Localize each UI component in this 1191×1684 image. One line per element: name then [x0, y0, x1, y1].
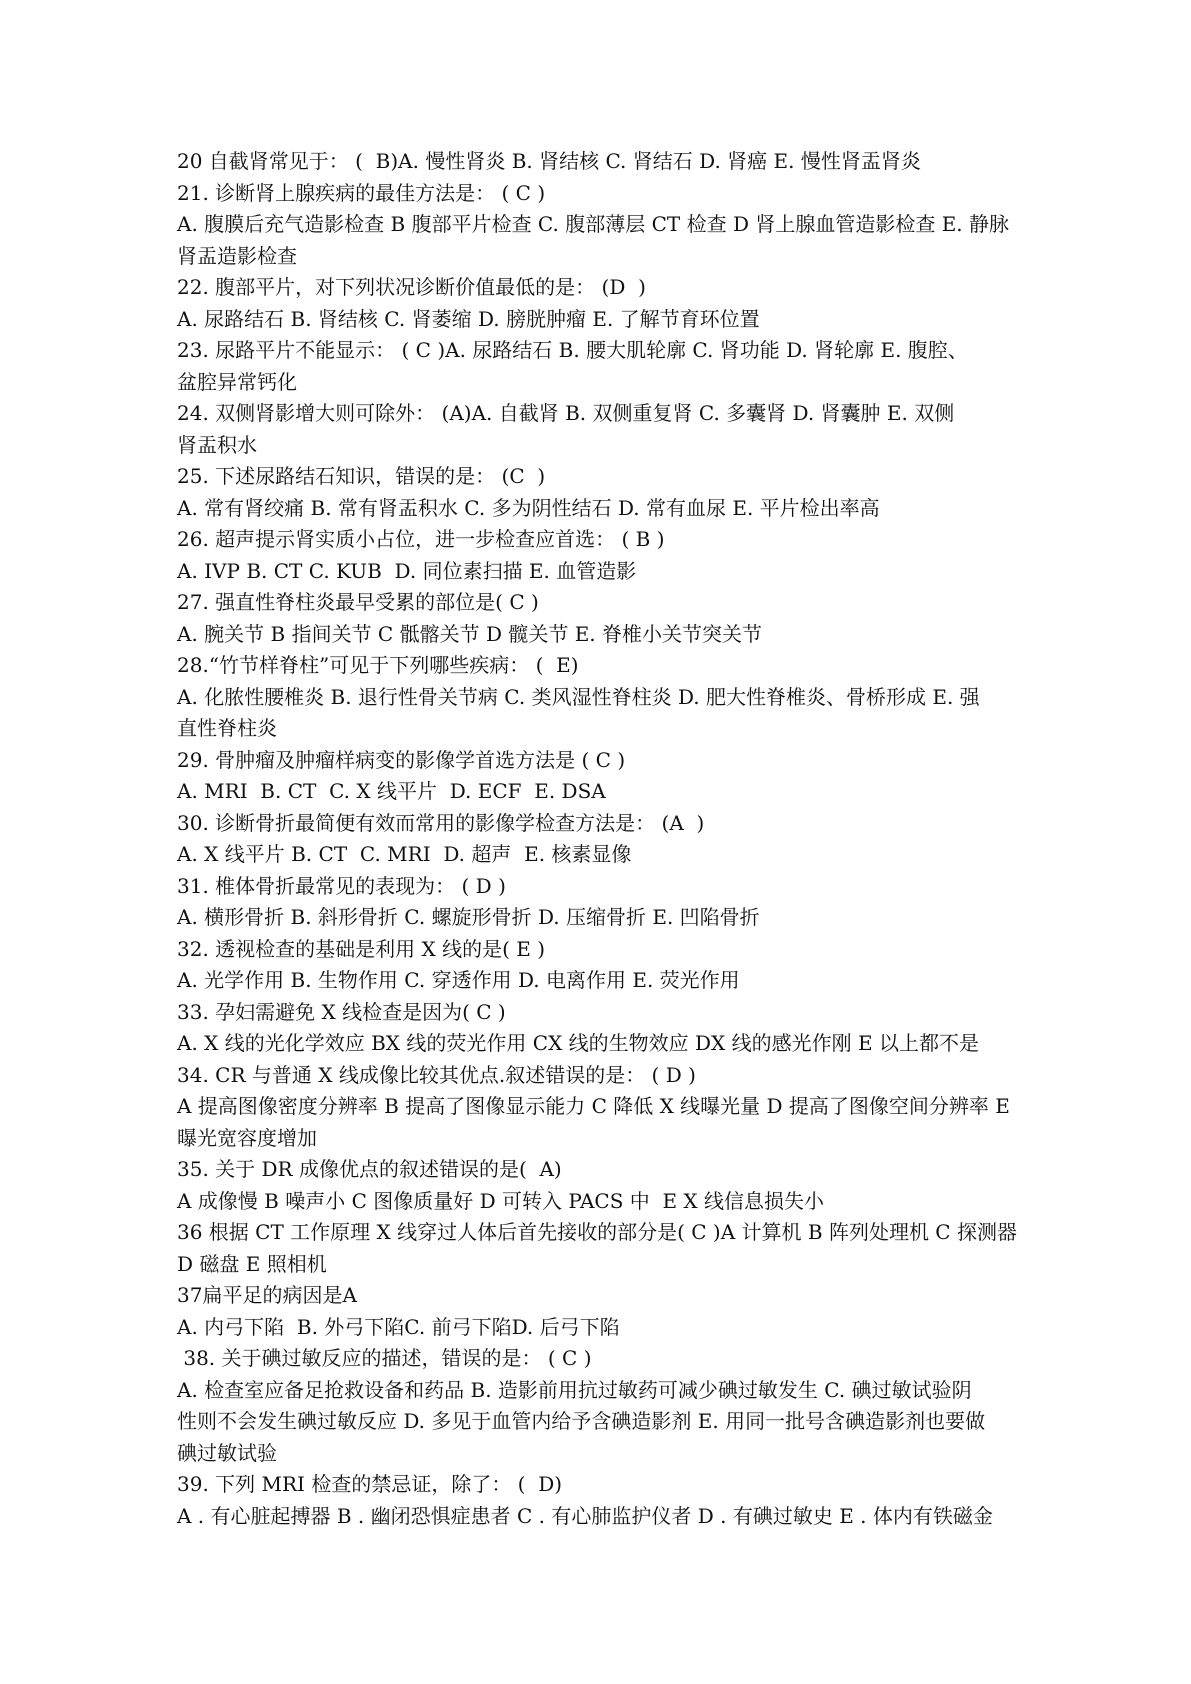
text-line: A. 检查室应备足抢救设备和药品 B. 造影前用抗过敏药可减少碘过敏发生 C. 碘过敏试验阴 [177, 1377, 972, 1402]
text-line: 23. 尿路平片不能显示： ( C )A. 尿路结石 B. 腰大肌轮廓 C. 肾功能 D. 肾轮廓 E. 腹腔、 [177, 338, 968, 362]
text-line: A. 光学作用 B. 生物作用 C. 穿透作用 D. 电离作用 E. 荧光作用 [177, 968, 740, 992]
text-line: 31. 椎体骨折最常见的表现为： ( D ) [177, 873, 506, 898]
text-line: 29. 骨肿瘤及肿瘤样病变的影像学首选方法是 ( C ) [177, 747, 626, 772]
text-line: 21. 诊断肾上腺疾病的最佳方法是： ( C ) [177, 180, 546, 205]
text-line: 性则不会发生碘过敏反应 D. 多见于血管内给予含碘造影剂 E. 用同一批号含碘造影剂也要做 [177, 1409, 986, 1433]
text-line: A 成像慢 B 噪声小 C 图像质量好 D 可转入 PACS 中 E X 线信息损失小 [177, 1188, 825, 1213]
text-line: 28.“竹节样脊柱”可见于下列哪些疾病： ( E) [177, 653, 579, 677]
text-line: D 磁盘 E 照相机 [177, 1251, 327, 1276]
text-line: A. IVP B. CT C. KUB D. 同位素扫描 E. 血管造影 [177, 558, 637, 583]
text-line: 39. 下列 MRI 检查的禁忌证，除了： ( D) [177, 1472, 563, 1496]
text-line: A. 腕关节 B 指间关节 C 骶髂关节 D 髋关节 E. 脊椎小关节突关节 [177, 621, 763, 646]
text-line: A. 腹膜后充气造影检查 B 腹部平片检查 C. 腹部薄层 CT 检查 D 肾上腺血管造影检查 E. 静脉 [177, 212, 1010, 236]
text-line: A. 内弓下陷 B. 外弓下陷C. 前弓下陷D. 后弓下陷 [177, 1314, 620, 1339]
text-line: 25. 下述尿路结石知识，错误的是： (C ) [177, 464, 546, 488]
text-line: 肾盂造影检查 [177, 243, 297, 268]
text-line: A. 尿路结石 B. 肾结核 C. 肾萎缩 D. 膀胱肿瘤 E. 了解节育环位置 [177, 306, 760, 331]
text-line: 碘过敏试验 [177, 1440, 277, 1465]
text-line: 35. 关于 DR 成像优点的叙述错误的是( A) [177, 1157, 562, 1181]
text-line: 22. 腹部平片，对下列状况诊断价值最低的是： (D ) [177, 275, 646, 299]
text-line: 37扁平足的病因是A [177, 1283, 357, 1307]
text-line: A. MRI B. CT C. X 线平片 D. ECF E. DSA [177, 779, 606, 803]
text-line: 30. 诊断骨折最简便有效而常用的影像学检查方法是： (A ) [177, 810, 705, 835]
text-line: A. 常有肾绞痛 B. 常有肾盂积水 C. 多为阴性结石 D. 常有血尿 E. 平片检出率高 [177, 495, 880, 520]
text-line: 32. 透视检查的基础是利用 X 线的是( E ) [177, 936, 546, 961]
text-line: 36 根据 CT 工作原理 X 线穿过人体后首先接收的部分是( C )A 计算机 B 阵列处理机 C 探测器 [177, 1220, 1017, 1244]
text-line: 26. 超声提示肾实质小占位，进一步检查应首选： ( B ) [177, 527, 665, 551]
document-page [177, 146, 1027, 1532]
text-line: 20 自截肾常见于： ( B)A. 慢性肾炎 B. 肾结核 C. 肾结石 D. 肾癌 E. 慢性肾盂肾炎 [177, 149, 921, 173]
text-line: A . 有心脏起搏器 B . 幽闭恐惧症患者 C . 有心肺监护仪者 D . 有碘过敏史 E . 体内有铁磁金 [177, 1503, 993, 1528]
text-line: A 提高图像密度分辨率 B 提高了图像显示能力 C 降低 X 线曝光量 D 提高了图像空间分辨率 E [177, 1094, 1010, 1118]
text-line: A. X 线的光化学效应 BX 线的荧光作用 CX 线的生物效应 DX 线的感光作刚 E 以上都不是 [177, 1031, 979, 1055]
text-line: A. X 线平片 B. CT C. MRI D. 超声 E. 核素显像 [177, 842, 632, 866]
text-line: 34. CR 与普通 X 线成像比较其优点.叙述错误的是： ( D ) [177, 1062, 696, 1087]
text-line: 33. 孕妇需避免 X 线检查是因为( C ) [177, 999, 506, 1024]
text-line: 38. 关于碘过敏反应的描述，错误的是： ( C ) [177, 1346, 592, 1370]
text-line: 27. 强直性脊柱炎最早受累的部位是( C ) [177, 590, 539, 614]
text-line: 盆腔异常钙化 [177, 369, 297, 394]
text-line: 直性脊柱炎 [177, 716, 277, 740]
text-line: 24. 双侧肾影增大则可除外： (A)A. 自截肾 B. 双侧重复肾 C. 多囊肾 D. 肾囊肿 E. 双侧 [177, 401, 955, 425]
text-line: A. 横形骨折 B. 斜形骨折 C. 螺旋形骨折 D. 压缩骨折 E. 凹陷骨折 [177, 905, 760, 929]
text-line: 曝光宽容度增加 [177, 1125, 317, 1150]
text-line: 肾盂积水 [177, 432, 257, 457]
text-line: A. 化脓性腰椎炎 B. 退行性骨关节病 C. 类风湿性脊柱炎 D. 肥大性脊椎炎、骨桥形成 E. 强 [177, 684, 980, 709]
